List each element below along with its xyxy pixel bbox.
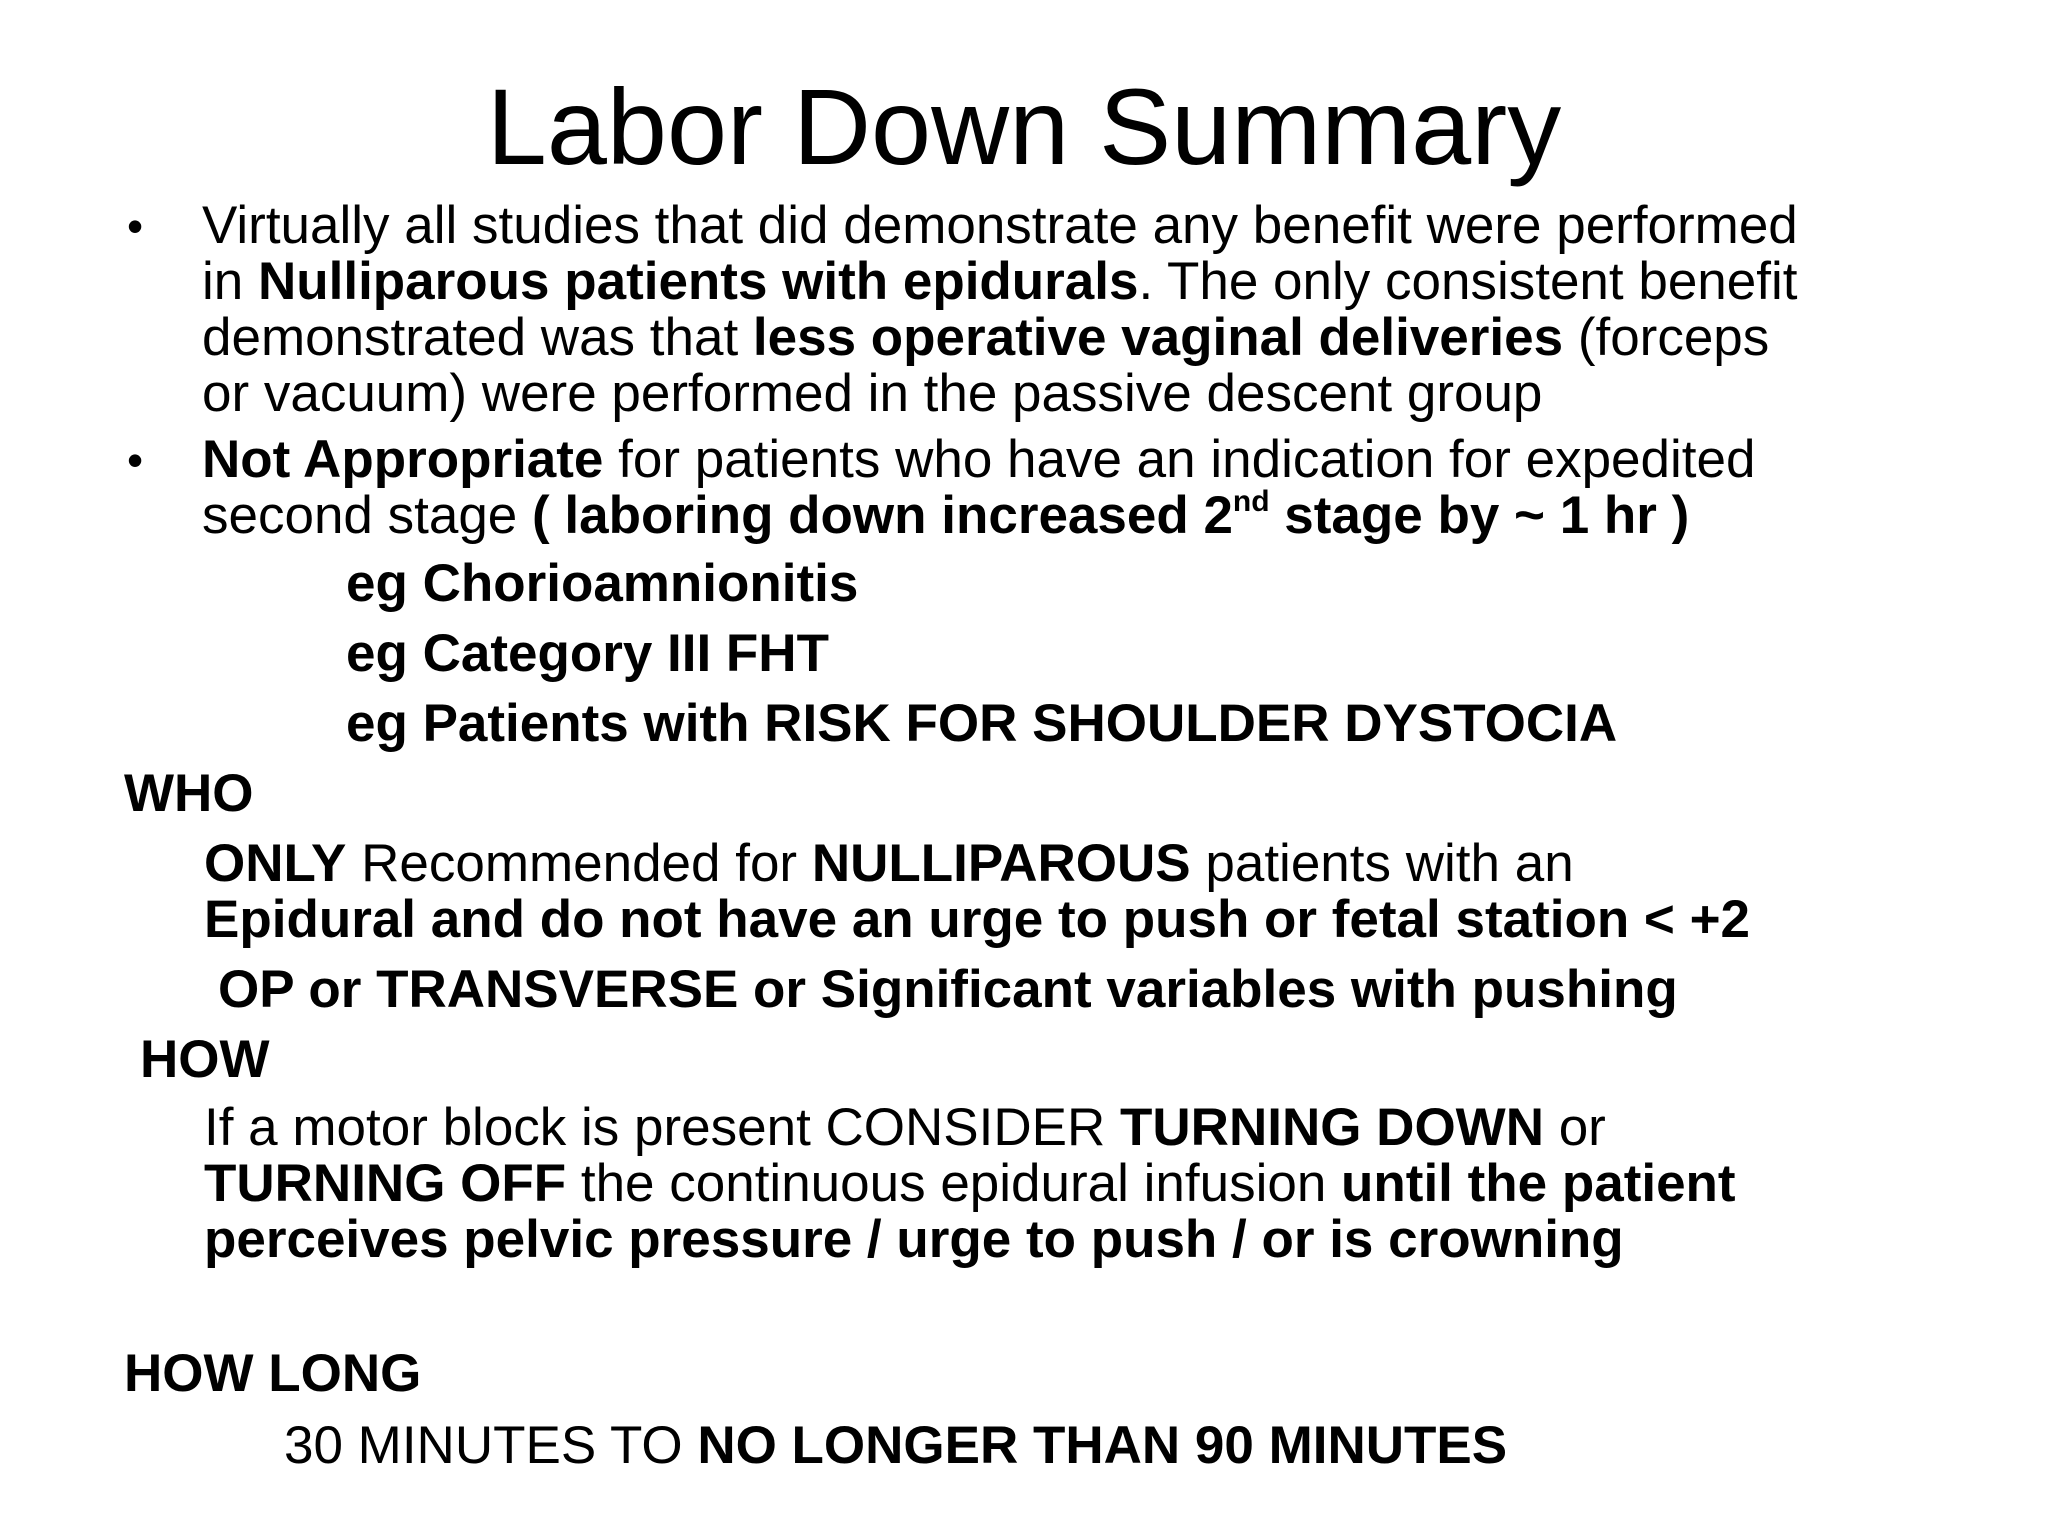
bullet-2-emphasis-not-appropriate: Not Appropriate <box>202 430 604 489</box>
how-long-emphasis: NO LONGER THAN 90 MINUTES <box>697 1416 1508 1475</box>
bullet-2-text-b: second stage <box>202 486 533 545</box>
how-line-2 <box>204 1156 1736 1212</box>
how-body <box>204 1100 1736 1268</box>
how-emphasis-turning-off: TURNING OFF <box>204 1154 567 1213</box>
bullet-2-line-1 <box>202 432 1755 488</box>
example-item <box>346 696 1617 752</box>
bullet-1-emphasis-nulliparous: Nulliparous patients with epidurals <box>257 252 1139 311</box>
how-line-1 <box>204 1100 1736 1156</box>
bullet-1-text-f: or vacuum) were performed in the passive descent group <box>202 364 1543 423</box>
bullet-2-emphasis-a: ( laboring down increased 2 <box>532 486 1233 545</box>
bullet-2-emphasis-b: stage by ~ 1 hr ) <box>1269 486 1690 545</box>
how-emphasis-perceives: perceives pelvic pressure / urge to push / or is crowning <box>204 1210 1624 1269</box>
bullet-1-text-b: in <box>202 252 258 311</box>
who-emphasis-op-transverse: OP or TRANSVERSE or Significant variables with pushing <box>218 960 1678 1019</box>
example-item <box>346 626 829 682</box>
bullet-1-text-c: . The only consistent benefit <box>1138 252 1798 311</box>
who-heading <box>124 766 254 822</box>
who-text-a: Recommended for <box>346 834 812 893</box>
how-long-heading <box>124 1346 421 1402</box>
example-chorioamnionitis: eg Chorioamnionitis <box>346 554 859 613</box>
example-shoulder-dystocia: eg Patients with RISK FOR SHOULDER DYSTOCIA <box>346 694 1618 753</box>
how-emphasis-turning-down: TURNING DOWN <box>1120 1098 1544 1157</box>
bullet-1-text-e: (forceps <box>1563 308 1770 367</box>
how-emphasis-until: until the patient <box>1341 1154 1736 1213</box>
bullet-1-line-3 <box>202 310 1798 366</box>
how-long-text-a: 30 MINUTES TO <box>284 1416 698 1475</box>
who-text-b: patients with an <box>1190 834 1574 893</box>
bullet-1-text-d: demonstrated was that <box>202 308 753 367</box>
bullet-2-line-2 <box>202 485 1755 545</box>
bullet-2-emphasis-second-stage <box>532 486 1689 545</box>
how-long-heading-text: HOW LONG <box>124 1344 422 1403</box>
ordinal-superscript: nd <box>1232 485 1270 518</box>
bullet-1-line-4 <box>202 366 1798 422</box>
bullet-1-text-a: Virtually all studies that did demonstrate any benefit were performed <box>202 196 1798 255</box>
how-heading <box>140 1032 270 1088</box>
example-category-iii: eg Category III FHT <box>346 624 829 683</box>
bullet-marker-2: • <box>127 434 144 486</box>
who-heading-text: WHO <box>124 764 254 823</box>
bullet-1-emphasis-operative: less operative vaginal deliveries <box>752 308 1564 367</box>
bullet-1-text <box>202 198 1798 422</box>
example-item <box>346 556 858 612</box>
how-line-3 <box>204 1212 1736 1268</box>
who-line-3 <box>218 962 1678 1018</box>
how-text-c: the continuous epidural infusion <box>566 1154 1342 1213</box>
who-emphasis-epidural: Epidural and do not have an urge to push or fetal station < +2 <box>204 890 1751 949</box>
bullet-1-line-1 <box>202 198 1798 254</box>
who-body <box>204 836 1750 948</box>
who-emphasis-nulliparous: NULLIPAROUS <box>811 834 1191 893</box>
how-text-a: If a motor block is present CONSIDER <box>204 1098 1121 1157</box>
bullet-1-line-2 <box>202 254 1798 310</box>
slide-title: Labor Down Summary <box>486 66 1562 187</box>
who-line-2 <box>204 892 1750 948</box>
how-long-body <box>284 1418 1507 1474</box>
bullet-2-text-a: for patients who have an indication for expedited <box>603 430 1756 489</box>
how-heading-text: HOW <box>140 1030 270 1089</box>
how-text-b: or <box>1543 1098 1606 1157</box>
who-emphasis-only: ONLY <box>204 834 347 893</box>
who-line-1 <box>204 836 1750 892</box>
bullet-2-text <box>202 432 1755 544</box>
bullet-marker-1: • <box>127 200 144 252</box>
